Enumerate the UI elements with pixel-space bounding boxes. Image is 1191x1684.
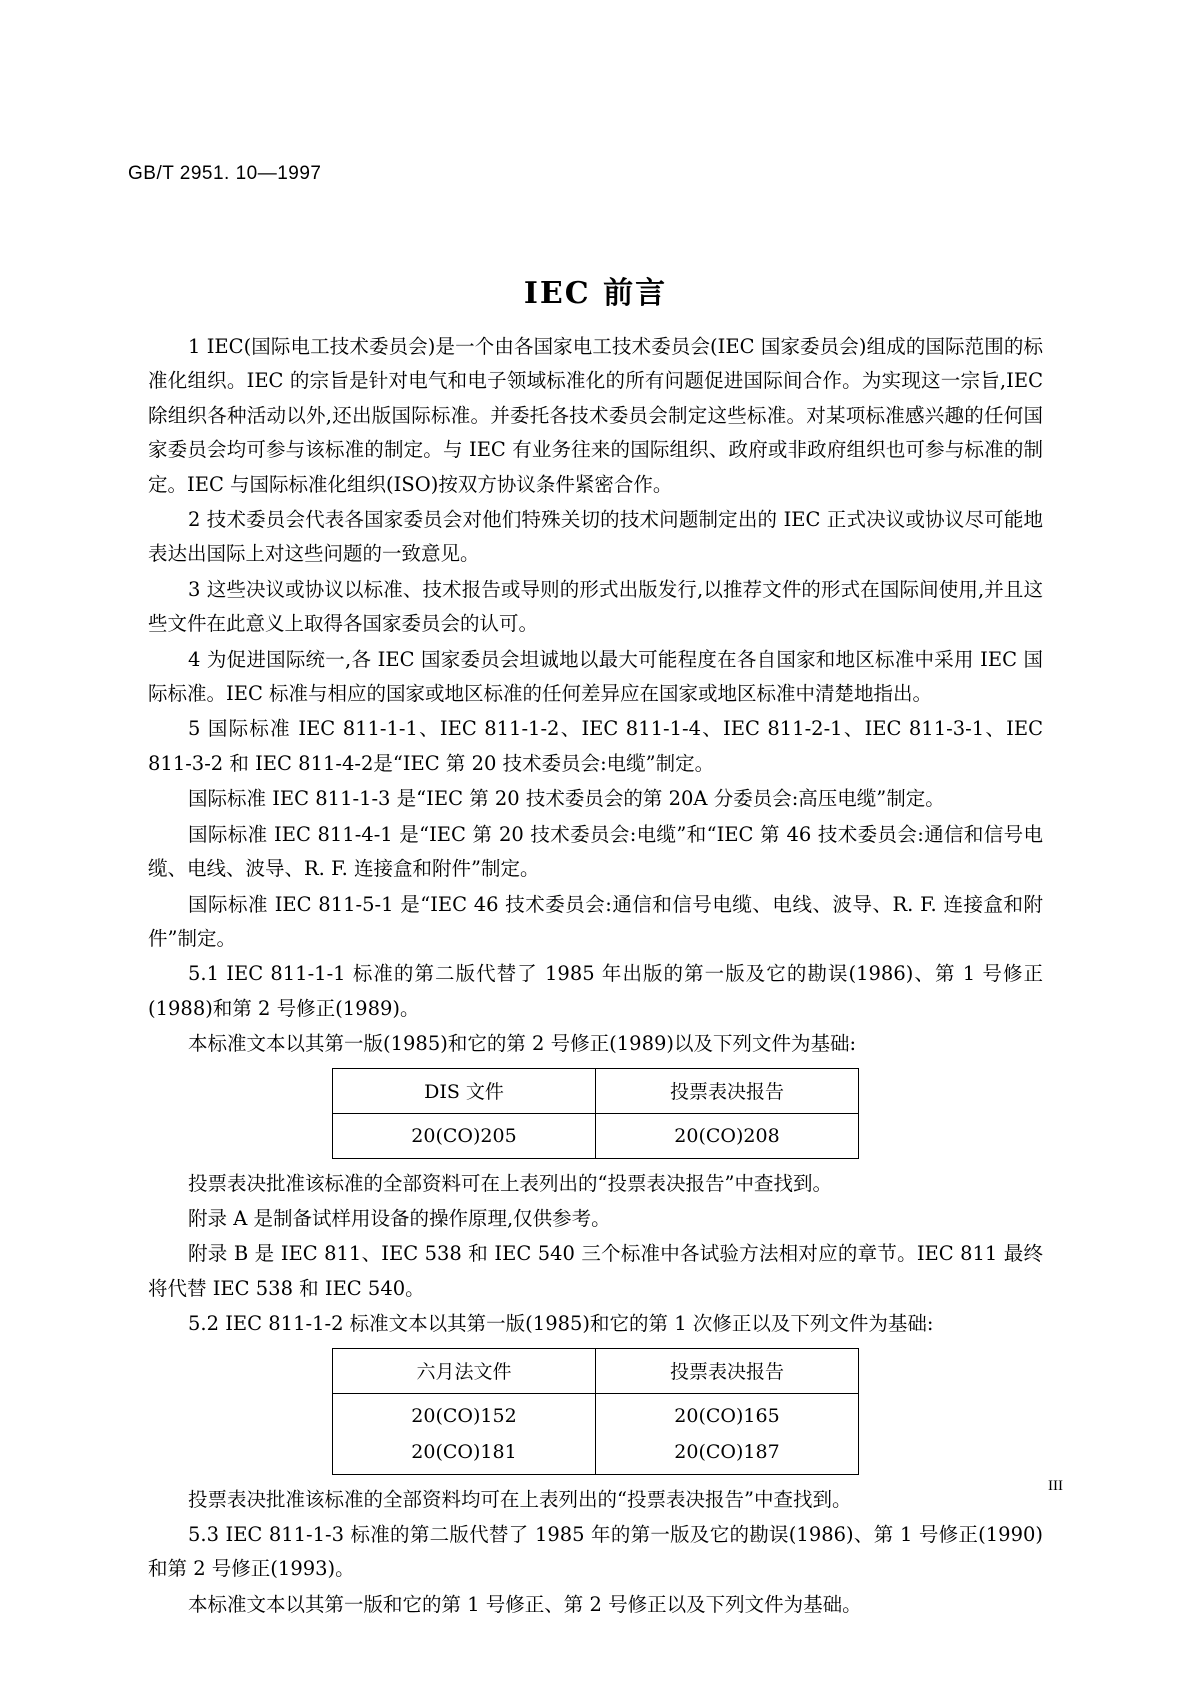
paragraph-5: 5 国际标准 IEC 811-1-1、IEC 811-1-2、IEC 811-1-4、IEC 811-2-1、IEC 811-3-1、IEC 811-3-2 和 IEC 811-4-2是“IEC 第 20 技术委员会:电缆”制定。 xyxy=(148,717,1043,775)
paragraph-basis-2: 本标准文本以其第一版和它的第 1 号修正、第 2 号修正以及下列文件为基础。 xyxy=(188,1592,862,1616)
paragraph-basis-1: 本标准文本以其第一版(1985)和它的第 2 号修正(1989)以及下列文件为基础: xyxy=(188,1032,857,1056)
table-header-row xyxy=(333,1068,859,1113)
paragraph-5-1: 5.1 IEC 811-1-1 标准的第二版代替了 1985 年出版的第一版及它的勘误(1986)、第 1 号修正(1988)和第 2 号修正(1989)。 xyxy=(148,962,1043,1020)
table-2-wrapper xyxy=(148,1348,1043,1475)
dis-document-table xyxy=(332,1068,859,1159)
table-header-cell: 投票表决报告 xyxy=(596,1068,859,1113)
paragraph-vote-1: 投票表决批准该标准的全部资料可在上表列出的“投票表决报告”中查找到。 xyxy=(188,1171,832,1195)
table-header-cell: DIS 文件 xyxy=(333,1068,596,1113)
table-cell-line: 20(CO)152 xyxy=(411,1404,517,1427)
table-cell xyxy=(333,1393,596,1474)
paragraph-811-4-1: 国际标准 IEC 811-4-1 是“IEC 第 20 技术委员会:电缆”和“IEC 第 46 技术委员会:通信和信号电缆、电线、波导、R. F. 连接盒和附件”制定。 xyxy=(148,822,1043,881)
table-cell-line: 20(CO)181 xyxy=(411,1440,517,1463)
table-cell-line: 20(CO)165 xyxy=(674,1404,780,1427)
table-cell: 20(CO)208 xyxy=(596,1113,859,1158)
page-title: IEC 前言 xyxy=(523,276,668,311)
paragraph-811-5-1: 国际标准 IEC 811-5-1 是“IEC 46 技术委员会:通信和信号电缆、电线、波导、R. F. 连接盒和附件”制定。 xyxy=(148,892,1043,950)
paragraph-3: 3 这些决议或协议以标准、技术报告或导则的形式出版发行,以推荐文件的形式在国际间使用,并且这些文件在此意义上取得各国家委员会的认可。 xyxy=(148,577,1043,636)
six-month-document-table xyxy=(332,1348,859,1475)
paragraph-5-2: 5.2 IEC 811-1-2 标准文本以其第一版(1985)和它的第 1 次修正以及下列文件为基础: xyxy=(188,1312,934,1336)
paragraph-5-3: 5.3 IEC 811-1-3 标准的第二版代替了 1985 年的第一版及它的勘误(1986)、第 1 号修正(1990)和第 2 号修正(1993)。 xyxy=(148,1522,1043,1581)
page-number: III xyxy=(1048,1478,1063,1494)
paragraph-annex-a: 附录 A 是制备试样用设备的操作原理,仅供参考。 xyxy=(188,1206,611,1230)
paragraph-811-1-3: 国际标准 IEC 811-1-3 是“IEC 第 20 技术委员会的第 20A 分委员会:高压电缆”制定。 xyxy=(188,787,945,811)
table-cell: 20(CO)205 xyxy=(333,1113,596,1158)
table-cell-line: 20(CO)187 xyxy=(674,1440,780,1463)
table-header-cell: 六月法文件 xyxy=(333,1348,596,1393)
paragraph-annex-b: 附录 B 是 IEC 811、IEC 538 和 IEC 540 三个标准中各试验方法相对应的章节。IEC 811 最终将代替 IEC 538 和 IEC 540。 xyxy=(148,1242,1043,1300)
paragraph-1: 1 IEC(国际电工技术委员会)是一个由各国家电工技术委员会(IEC 国家委员会)组成的国际范围的标准化组织。IEC 的宗旨是针对电气和电子领域标准化的所有问题促进国际间合作。为实现这一宗旨,IEC 除组织各种活动以外,还出版国际标准。并委托各技术委员会制定这些标准。对某项标准感兴趣的任何国家委员会均可参与该标准的制定。与 IEC 有业务往来的国际组织、政府或非政府组织也可参与标准的制定。IEC 与国际标准化组织(ISO)按双方协议条件紧密合作。 xyxy=(148,335,1043,496)
paragraph-vote-2: 投票表决批准该标准的全部资料均可在上表列出的“投票表决报告”中查找到。 xyxy=(188,1487,852,1511)
table-cell xyxy=(596,1393,859,1474)
table-header-cell: 投票表决报告 xyxy=(596,1348,859,1393)
table-row xyxy=(333,1393,859,1474)
table-1-wrapper xyxy=(148,1068,1043,1159)
paragraph-4: 4 为促进国际统一,各 IEC 国家委员会坦诚地以最大可能程度在各自国家和地区标准中采用 IEC 国际标准。IEC 标准与相应的国家或地区标准的任何差异应在国家或地区标准中清楚地指出。 xyxy=(148,647,1043,706)
paragraph-2: 2 技术委员会代表各国家委员会对他们特殊关切的技术问题制定出的 IEC 正式决议或协议尽可能地表达出国际上对这些问题的一致意见。 xyxy=(148,508,1043,566)
document-body xyxy=(148,330,1043,1623)
table-row xyxy=(333,1113,859,1158)
table-header-row xyxy=(333,1348,859,1393)
standard-code-header: GB/T 2951. 10—1997 xyxy=(128,163,322,184)
